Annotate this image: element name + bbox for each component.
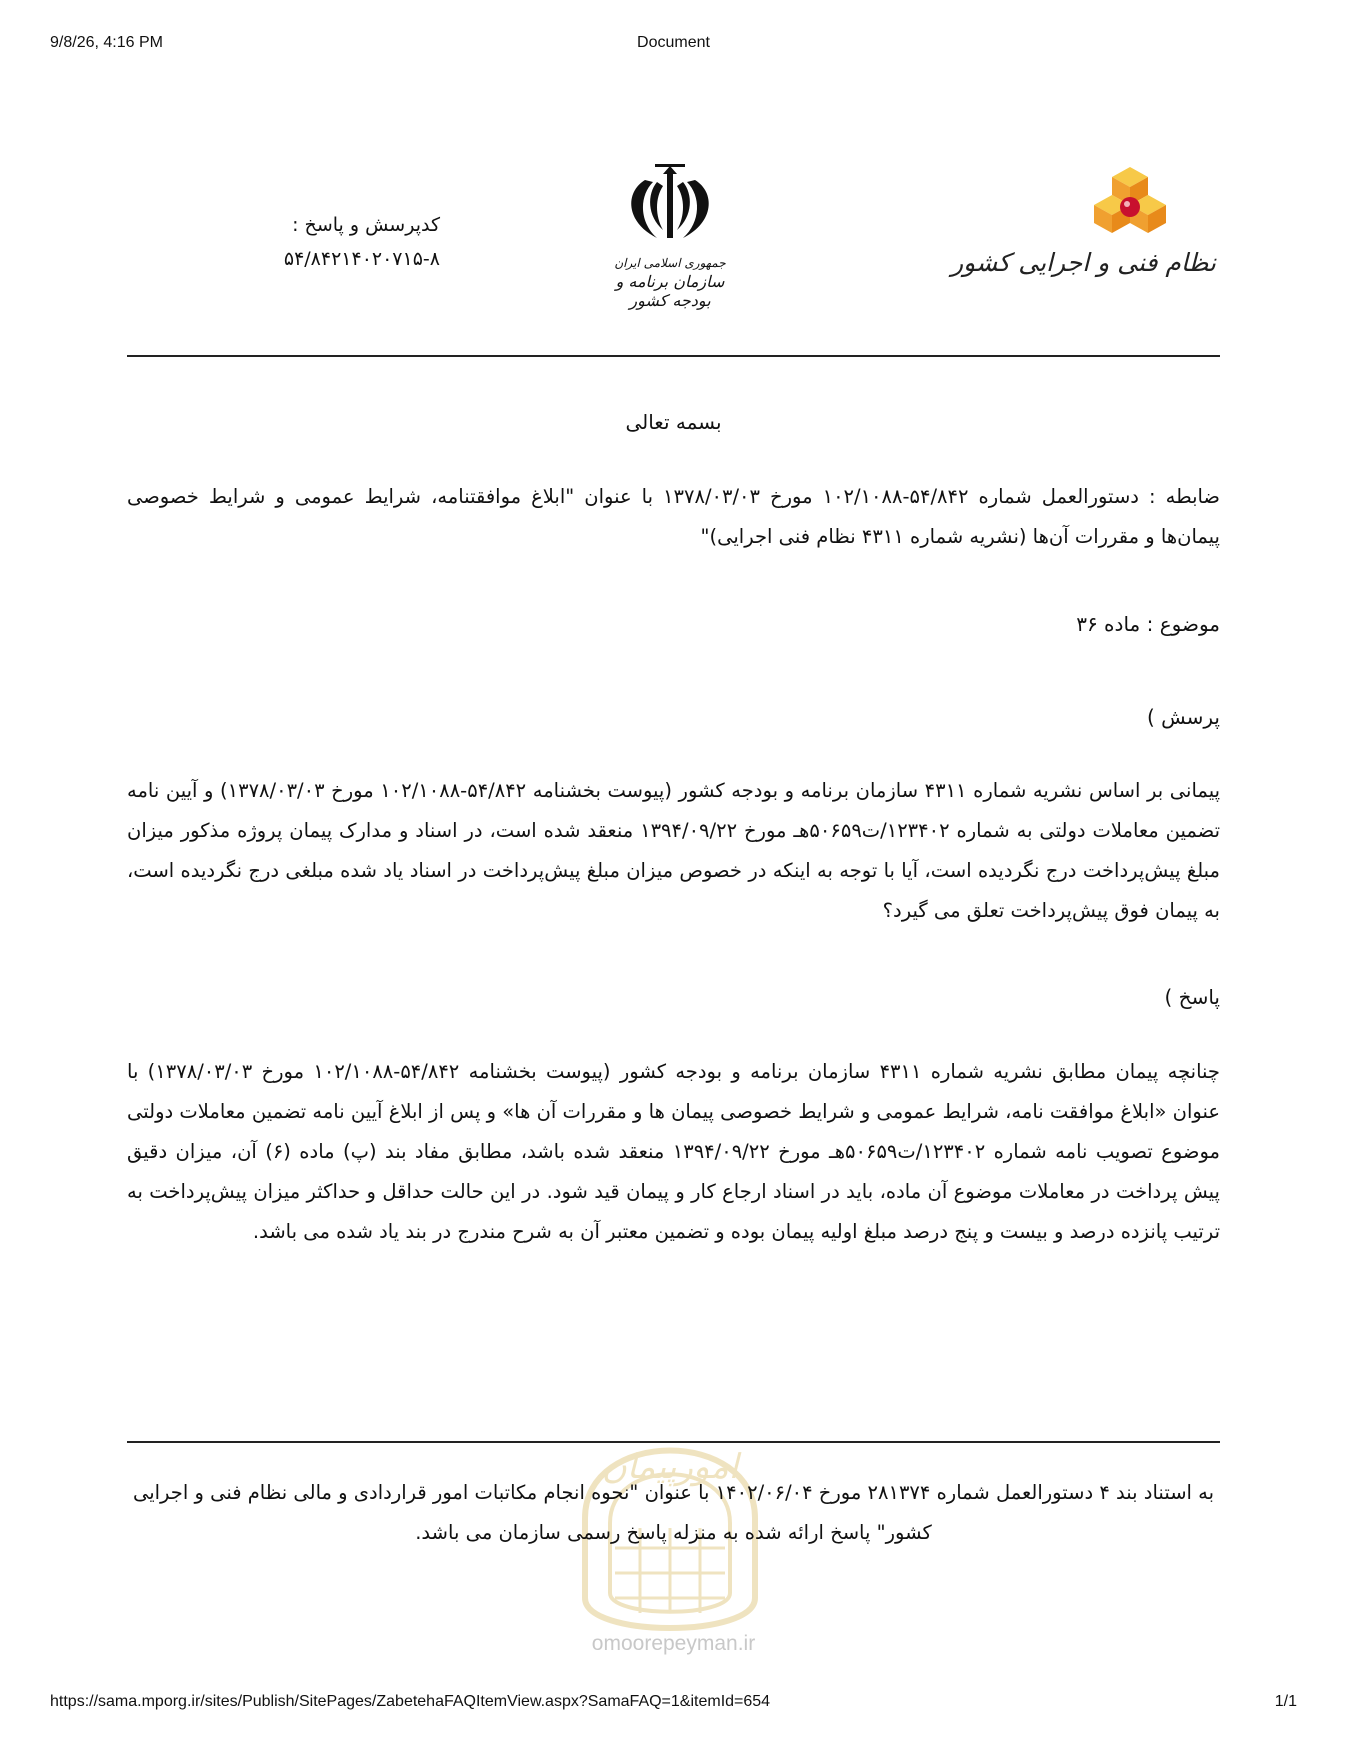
- watermark-site: omoorepeyman.ir: [591, 1632, 756, 1655]
- question-code-block: [240, 208, 440, 276]
- print-datetime: 9/8/26, 4:16 PM: [50, 34, 163, 51]
- print-page-number: 1/1: [1274, 1693, 1297, 1710]
- subject-line: موضوع : ماده ۳۶: [1076, 612, 1220, 636]
- question-label: پرسش ): [1146, 705, 1220, 729]
- print-url: https://sama.mporg.ir/sites/Publish/SitePages/ZabetehaFAQItemView.aspx?SamaFAQ=1&itemId=654: [50, 1693, 771, 1710]
- question-code-value: ۵۴/۸۴۲۱۴۰۲۰۷۱۵-۸: [283, 248, 440, 270]
- header-divider: [127, 355, 1220, 357]
- zabeteh-paragraph: ضابطه : دستورالعمل شماره ۵۴/۸۴۲-۱۰۲/۱۰۸۸ مورخ ۱۳۷۸/۰۳/۰۳ با عنوان "ابلاغ موافقتنامه، شرایط عمومی و شرایط خصوصی پیمان‌ها و مقررات آن‌ها (نشریه شماره ۴۳۱۱ نظام فنی اجرایی)": [127, 485, 1220, 548]
- print-document-title: Document: [637, 34, 710, 51]
- print-footer: [50, 1693, 1297, 1717]
- footer-note: به استناد بند ۴ دستورالعمل شماره ۲۸۱۳۷۴ مورخ ۱۴۰۲/۰۶/۰۴ با عنوان "نحوه انجام مکاتبات امور قراردادی و مالی نظام فنی و اجرایی کشور" پاسخ ارائه شده به منزله پاسخ رسمی سازمان می باشد.: [132, 1481, 1215, 1544]
- iran-emblem-logo: [605, 160, 735, 310]
- question-code-label: کدپرسش و پاسخ :: [292, 214, 440, 236]
- emblem-caption-line2: سازمان برنامه و بودجه کشور: [615, 272, 725, 310]
- emblem-caption: [605, 256, 735, 310]
- answer-paragraph: چنانچه پیمان مطابق نشریه شماره ۴۳۱۱ سازمان برنامه و بودجه کشور (پیوست بخشنامه ۵۴/۸۴۲-۱۰۲/۱۰۸۸ مورخ ۱۳۷۸/۰۳/۰۳) با عنوان «ابلاغ موافقت نامه، شرایط عمومی و شرایط خصوصی پیمان ها و مقررات آن ها» و پس از ابلاغ آیین نامه تضمین معاملات دولتی موضوع تصویب نامه شماره ۱۲۳۴۰۲/ت۵۰۶۵۹هـ مورخ ۱۳۹۴/۰۹/۲۲ منعقد شده باشد، مطابق مفاد بند (پ) ماده (۶) آن، میزان دقیق پیش پرداخت در معاملات موضوع آن ماده، باید در اسناد ارجاع کار و پیمان قید شود. در این حالت حداقل و حداکثر میزان پیش‌پرداخت به ترتیب پانزده درصد و بیست و پنج درصد مبلغ اولیه پیمان بوده و تضمین معتبر آن به شرح مندرج در بند یاد شده می باشد.: [127, 1060, 1221, 1243]
- question-paragraph: پیمانی بر اساس نشریه شماره ۴۳۱۱ سازمان برنامه و بودجه کشور (پیوست بخشنامه ۵۴/۸۴۲-۱۰۲/۱۰۸۸ مورخ ۱۳۷۸/۰۳/۰۳) و آیین نامه تضمین معاملات دولتی به شماره ۱۲۳۴۰۲/ت۵۰۶۵۹هـ مورخ ۱۳۹۴/۰۹/۲۲ منعقد شده است، در اسناد و مدارک پیمان پروژه مذکور میزان مبلغ پیش‌پرداخت درج نگردیده است، آیا با توجه به اینکه در خصوص میزان مبلغ پیش‌پرداخت در اسناد یاد شده مبلغی درج نگردیده است، به پیمان فوق پیش‌پرداخت تعلق می گیرد؟: [127, 779, 1221, 922]
- print-header: [50, 34, 1297, 58]
- answer-label: پاسخ ): [1164, 985, 1220, 1009]
- nezam-fani-logo: [951, 165, 1220, 305]
- nezam-fani-cube-icon: [1060, 165, 1220, 245]
- basmala: بسمه تعالی: [625, 410, 722, 434]
- watermark-seal-text: امورپیمان: [601, 1447, 739, 1487]
- emblem-caption-line1: جمهوری اسلامی ایران: [614, 256, 726, 270]
- emblem-icon: [605, 160, 735, 255]
- brand-name: نظام فنی و اجرایی کشور: [951, 248, 1216, 277]
- footer-divider: [127, 1441, 1220, 1443]
